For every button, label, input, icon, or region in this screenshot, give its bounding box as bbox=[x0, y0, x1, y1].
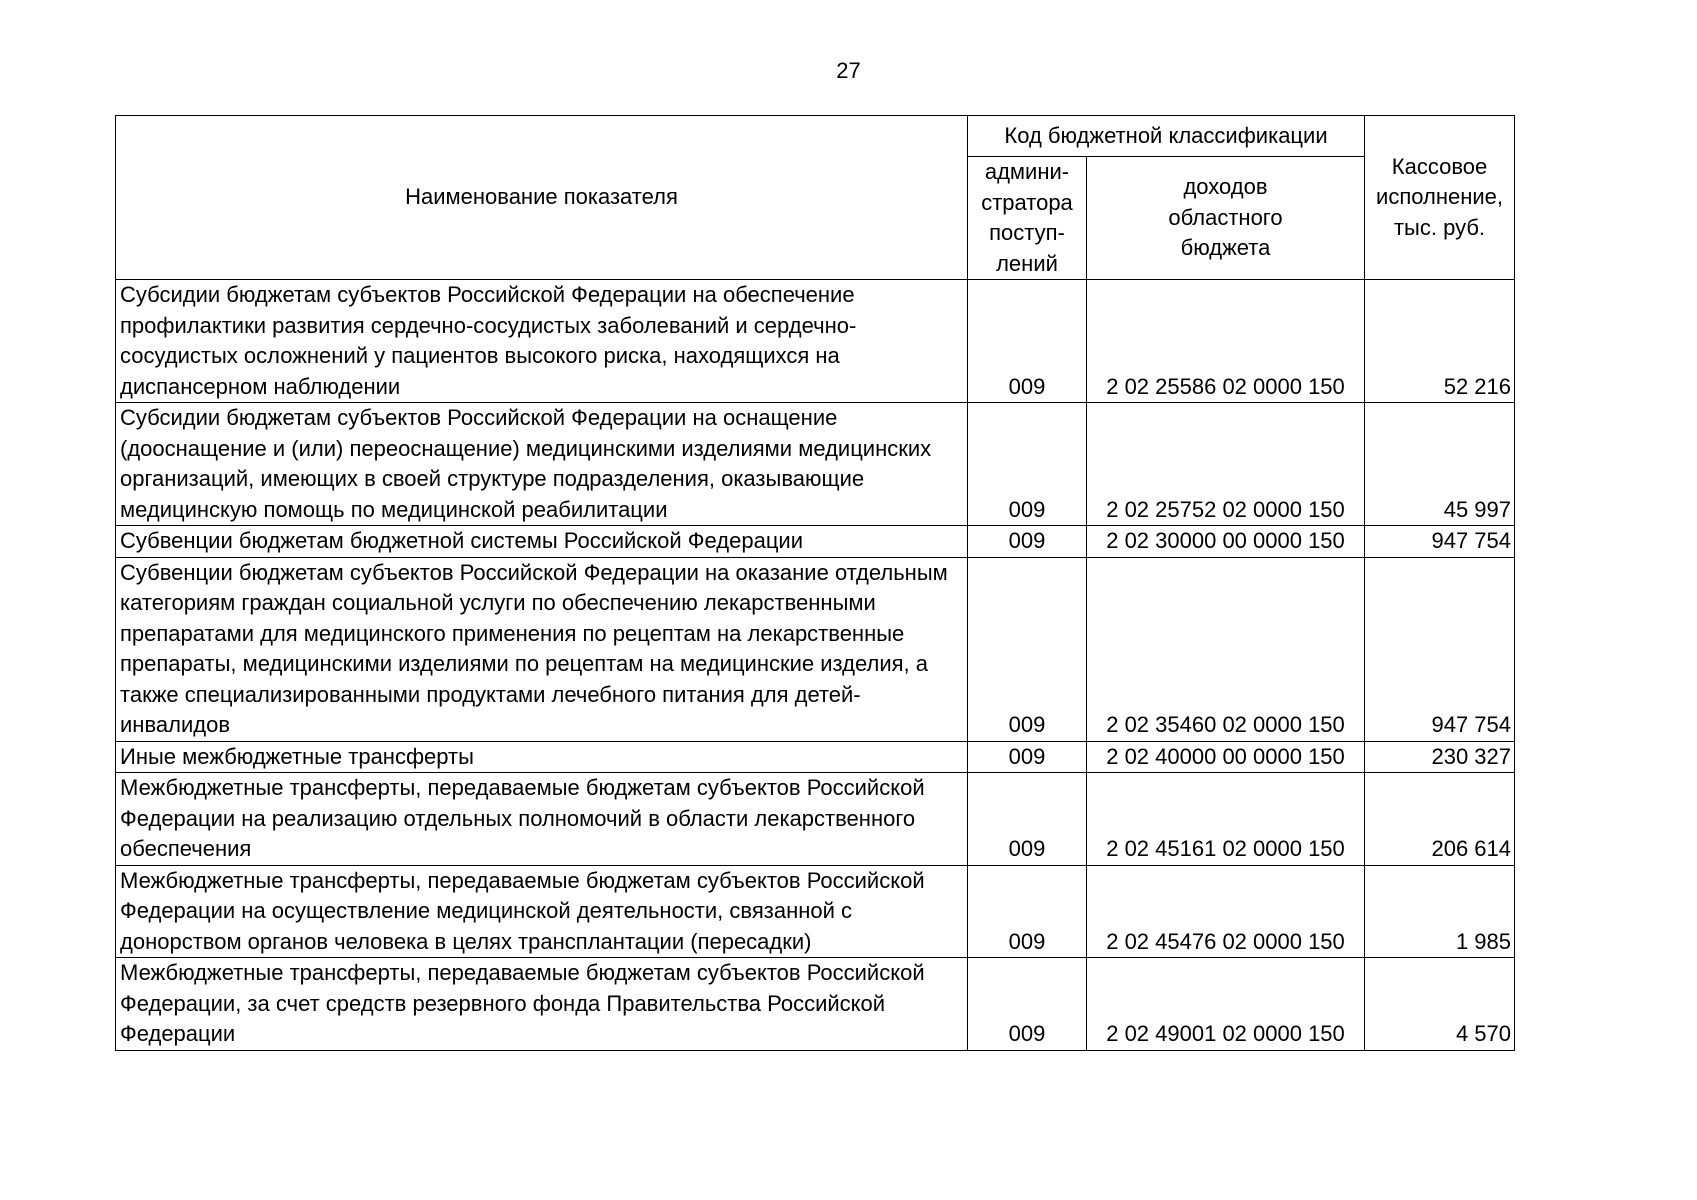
cell-name: Субсидии бюджетам субъектов Российской Федерации на обеспечение профилактики развития сердечно-сосудистых заболеваний и сердечно-сосудистых осложнений у пациентов высокого риска, находящихся на диспансерном наблюдении bbox=[116, 280, 968, 403]
cell-admin: 009 bbox=[968, 280, 1087, 403]
header-classification-group: Код бюджетной классификации bbox=[968, 116, 1365, 157]
header-admin: админи- стратора поступ- лений bbox=[968, 157, 1087, 280]
cell-code: 2 02 35460 02 0000 150 bbox=[1087, 557, 1365, 741]
cell-admin: 009 bbox=[968, 865, 1087, 958]
cell-admin: 009 bbox=[968, 526, 1087, 558]
table-row bbox=[116, 280, 1515, 403]
cell-code: 2 02 30000 00 0000 150 bbox=[1087, 526, 1365, 558]
table-row bbox=[116, 557, 1515, 741]
cell-sum: 4 570 bbox=[1365, 958, 1515, 1051]
header-row bbox=[116, 116, 1515, 157]
cell-admin: 009 bbox=[968, 958, 1087, 1051]
header-name: Наименование показателя bbox=[116, 116, 968, 280]
cell-code: 2 02 25752 02 0000 150 bbox=[1087, 403, 1365, 526]
header-code: доходов областного бюджета bbox=[1087, 157, 1365, 280]
cell-code: 2 02 45161 02 0000 150 bbox=[1087, 773, 1365, 866]
cell-sum: 52 216 bbox=[1365, 280, 1515, 403]
header-sum: Кассовое исполнение, тыс. руб. bbox=[1365, 116, 1515, 280]
table-row bbox=[116, 865, 1515, 958]
table-row bbox=[116, 403, 1515, 526]
cell-code: 2 02 45476 02 0000 150 bbox=[1087, 865, 1365, 958]
cell-sum: 206 614 bbox=[1365, 773, 1515, 866]
cell-sum: 45 997 bbox=[1365, 403, 1515, 526]
cell-sum: 947 754 bbox=[1365, 526, 1515, 558]
cell-name: Субвенции бюджетам субъектов Российской Федерации на оказание отдельным категориям граждан социальной услуги по обеспечению лекарственными препаратами для медицинского применения по рецептам на лекарственные препараты, медицинскими изделиями по рецептам на медицинские изделия, а также специализированными продуктами лечебного питания для детей-инвалидов bbox=[116, 557, 968, 741]
cell-admin: 009 bbox=[968, 557, 1087, 741]
cell-name: Межбюджетные трансферты, передаваемые бюджетам субъектов Российской Федерации на реализацию отдельных полномочий в области лекарственного обеспечения bbox=[116, 773, 968, 866]
table-row bbox=[116, 773, 1515, 866]
cell-sum: 230 327 bbox=[1365, 741, 1515, 773]
cell-name: Субвенции бюджетам бюджетной системы Российской Федерации bbox=[116, 526, 968, 558]
cell-name: Иные межбюджетные трансферты bbox=[116, 741, 968, 773]
table-header bbox=[116, 116, 1515, 280]
page-number: 27 bbox=[836, 58, 861, 83]
cell-admin: 009 bbox=[968, 741, 1087, 773]
cell-name: Межбюджетные трансферты, передаваемые бюджетам субъектов Российской Федерации, за счет средств резервного фонда Правительства Российской Федерации bbox=[116, 958, 968, 1051]
budget-table bbox=[115, 115, 1515, 1051]
table-row bbox=[116, 526, 1515, 558]
cell-code: 2 02 49001 02 0000 150 bbox=[1087, 958, 1365, 1051]
cell-admin: 009 bbox=[968, 773, 1087, 866]
table-row bbox=[116, 958, 1515, 1051]
cell-code: 2 02 40000 00 0000 150 bbox=[1087, 741, 1365, 773]
cell-name: Межбюджетные трансферты, передаваемые бюджетам субъектов Российской Федерации на осуществление медицинской деятельности, связанной с донорством органов человека в целях трансплантации (пересадки) bbox=[116, 865, 968, 958]
table-row bbox=[116, 741, 1515, 773]
cell-code: 2 02 25586 02 0000 150 bbox=[1087, 280, 1365, 403]
cell-sum: 1 985 bbox=[1365, 865, 1515, 958]
table-body bbox=[116, 280, 1515, 1051]
cell-admin: 009 bbox=[968, 403, 1087, 526]
cell-name: Субсидии бюджетам субъектов Российской Федерации на оснащение (дооснащение и (или) переоснащение) медицинскими изделиями медицинских организаций, имеющих в своей структуре подразделения, оказывающие медицинскую помощь по медицинской реабилитации bbox=[116, 403, 968, 526]
cell-sum: 947 754 bbox=[1365, 557, 1515, 741]
